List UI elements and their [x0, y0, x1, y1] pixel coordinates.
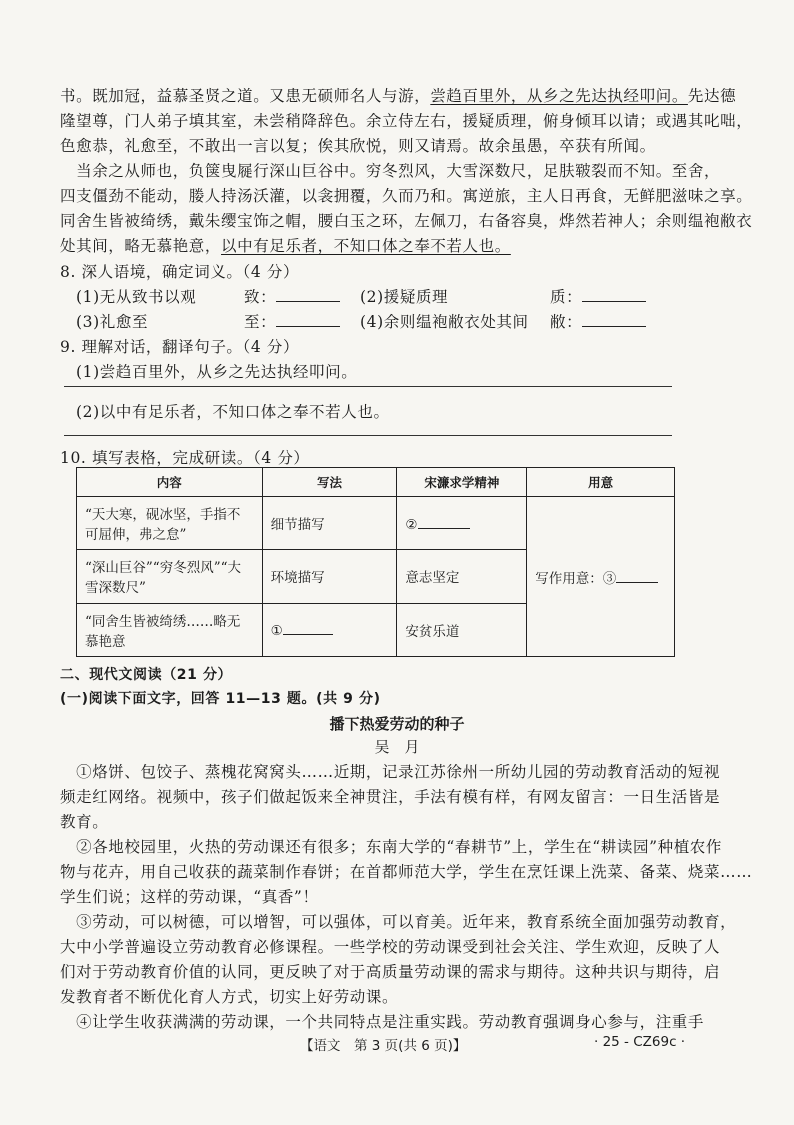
purpose-cell[interactable]: 写作用意：③	[527, 497, 675, 657]
q9-title: 9. 理解对话，翻译句子。（4 分）	[60, 338, 300, 356]
q9-answer-line-2[interactable]	[64, 435, 672, 436]
row1-content: “天大寒，砚冰坚，手指不可屈伸，弗之怠”	[77, 497, 263, 550]
blank-3[interactable]	[616, 568, 658, 583]
passage-line-3: 色愈恭，礼愈至，不敢出一言以复；俟其欣悦，则又请焉。故余虽愚，卒获有所闻。	[60, 137, 656, 155]
passage-line-5: 四支僵劲不能动，媵人持汤沃灌，以衾拥覆，久而乃和。寓逆旅，主人日再食，无鲜肥滋味之享。	[60, 187, 753, 205]
q9-sentence-1: (1)尝趋百里外，从乡之先达执经叩问。	[76, 363, 358, 381]
q8-item-2-answer[interactable]: 质：	[550, 285, 646, 307]
row3-spirit: 安贫乐道	[397, 603, 527, 656]
row2-spirit: 意志坚定	[397, 550, 527, 603]
header-content: 内容	[77, 468, 263, 497]
passage-line-6: 同舍生皆被绮绣，戴朱缨宝饰之帽，腰白玉之环，左佩刀，右备容臭，烨然若神人；余则缊袍敝衣	[60, 212, 753, 230]
header-spirit: 宋濂求学精神	[397, 468, 527, 497]
row2-content: “深山巨谷”“穷冬烈风”“大雪深数尺”	[77, 550, 263, 603]
header-purpose: 用意	[527, 468, 675, 497]
table-header-row	[77, 468, 675, 497]
article-line-4: ②各地校园里，火热的劳动课还有很多；东南大学的“春耕节”上，学生在“耕读园”种植农作	[60, 838, 722, 856]
article-author: 吴 月	[374, 738, 420, 756]
q8-blank-3[interactable]	[276, 312, 340, 327]
q8-item-1-answer[interactable]: 致：	[244, 285, 340, 307]
q8-blank-4[interactable]	[582, 312, 646, 327]
row3-method[interactable]: ①	[262, 603, 397, 656]
article-title: 播下热爱劳动的种子	[329, 715, 465, 733]
article-line-5: 物与花卉，用自己收获的蔬菜制作春饼；在首都师范大学，学生在烹饪课上洗菜、备菜、烧菜……	[60, 863, 753, 881]
article-line-1: ①烙饼、包饺子、蒸槐花窝窝头……近期，记录江苏徐州一所幼儿园的劳动教育活动的短视	[60, 763, 721, 781]
q8-title: 8. 深人语境，确定词义。（4 分）	[60, 263, 300, 281]
article-line-7: ③劳动，可以树德，可以增智，可以强体，可以育美。近年来，教育系统全面加强劳动教育，	[60, 913, 737, 931]
passage-line-1: 书。既加冠，益慕圣贤之道。又患无硕师名人与游，尝趋百里外，从乡之先达执经叩问。先达德	[60, 87, 737, 105]
page-footer: 【语文 第 3 页(共 6 页)】	[300, 1038, 467, 1054]
row1-method: 细节描写	[262, 497, 397, 550]
passage-line-7: 处其间，略无慕艳意，以中有足乐者，不知口体之奉不若人也。	[60, 237, 511, 255]
article-line-2: 频走红网络。视频中，孩子们做起饭来全神贯注，手法有模有样，有网友留言：一日生活皆是	[60, 788, 721, 806]
header-method: 写法	[262, 468, 397, 497]
article-line-8: 大中小学普遍设立劳动教育必修课程。一些学校的劳动课受到社会关注、学生欢迎，反映了人	[60, 938, 721, 956]
q8-item-2: (2)援疑质理	[360, 288, 449, 306]
article-line-9: 们对于劳动教育价值的认同，更反映了对于高质量劳动课的需求与期待。这种共识与期待，启	[60, 963, 721, 981]
article-line-11: ④让学生收获满满的劳动课，一个共同特点是注重实践。劳动教育强调身心参与，注重手	[60, 1013, 705, 1031]
q9-answer-line-1[interactable]	[64, 386, 672, 387]
article-line-3: 教育。	[60, 813, 109, 831]
row1-spirit[interactable]: ②	[397, 497, 527, 550]
q8-item-4-answer[interactable]: 敝：	[550, 310, 646, 332]
q8-item-4: (4)余则缊袍敝衣处其间	[360, 313, 529, 331]
q10-table	[76, 467, 675, 657]
q8-blank-2[interactable]	[582, 287, 646, 302]
q8-item-3: (3)礼愈至	[76, 313, 149, 331]
q9-sentence-2: (2)以中有足乐者，不知口体之奉不若人也。	[76, 403, 390, 421]
exam-code: · 25 - CZ69c ·	[594, 1034, 686, 1050]
row3-content: “同舍生皆被绮绣……略无慕艳意	[77, 603, 263, 656]
blank-1[interactable]	[283, 620, 333, 635]
article-line-10: 发教育者不断优化育人方式，切实上好劳动课。	[60, 988, 399, 1006]
q8-blank-1[interactable]	[276, 287, 340, 302]
row2-method: 环境描写	[262, 550, 397, 603]
table-row	[77, 497, 675, 550]
passage-line-4: 当余之从师也，负箧曳屣行深山巨谷中。穷冬烈风，大雪深数尺，足肤皲裂而不知。至舍，	[60, 162, 721, 180]
q10-title: 10. 填写表格，完成研读。（4 分）	[60, 449, 310, 467]
passage-line-2: 隆望尊，门人弟子填其室，未尝稍降辞色。余立侍左右，援疑质理，俯身倾耳以请；或遇其叱咄，	[60, 112, 753, 130]
section-2-heading: 二、现代文阅读（21 分）	[60, 667, 233, 683]
blank-2[interactable]	[418, 514, 470, 529]
section-2-subheading: (一)阅读下面文字，回答 11—13 题。(共 9 分)	[60, 691, 381, 707]
q8-item-1: (1)无从致书以观	[76, 288, 197, 306]
article-line-6: 学生们说；这样的劳动课，“真香”！	[60, 888, 319, 906]
q8-item-3-answer[interactable]: 至：	[244, 310, 340, 332]
